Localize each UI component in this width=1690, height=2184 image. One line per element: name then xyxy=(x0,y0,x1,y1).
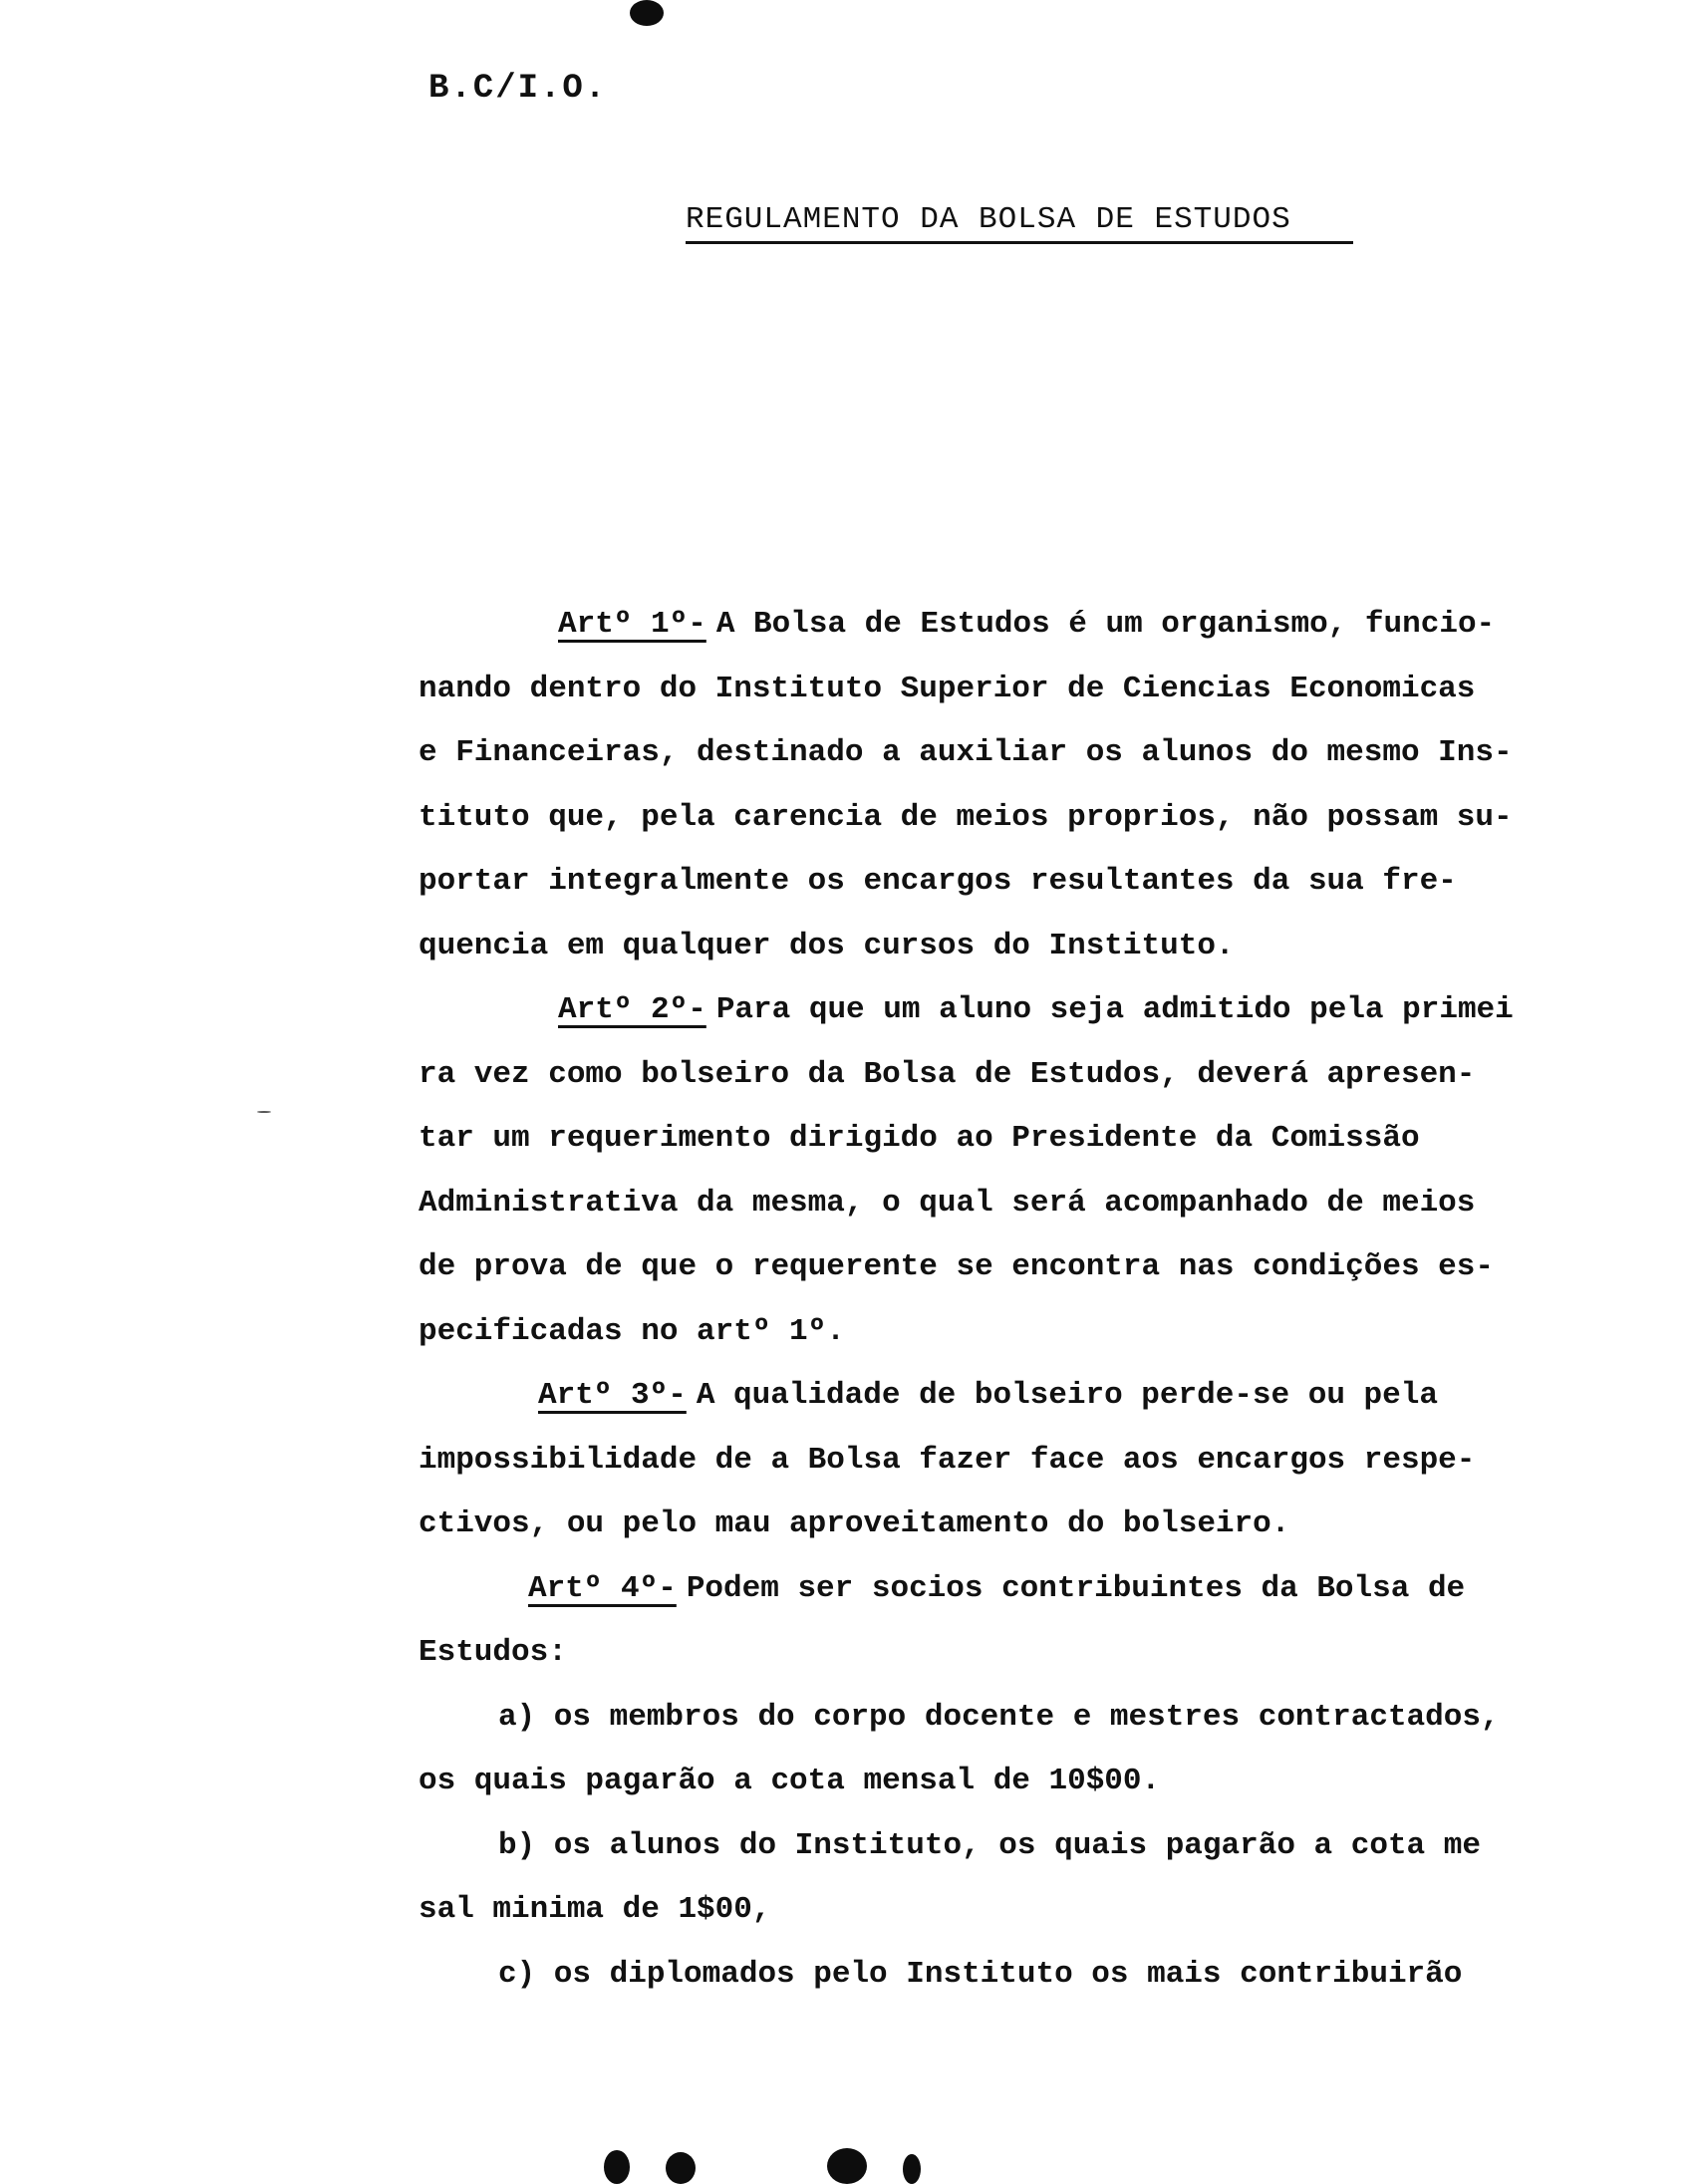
item-b-line: b) os alunos do Instituto, os quais pagarão a cota me xyxy=(498,1827,1481,1863)
article-4-text: Podem ser socios contribuintes da Bolsa de xyxy=(686,1570,1466,1606)
ink-blot-top xyxy=(630,0,664,26)
article-2 xyxy=(419,978,1614,1364)
article-1-line: portar integralmente os encargos resultantes da sua fre- xyxy=(419,864,1457,899)
article-2-line: de prova de que o requerente se encontra nas condições es- xyxy=(419,1249,1494,1284)
article-3-text: A qualidade de bolseiro perde-se ou pela xyxy=(696,1378,1438,1413)
article-1-line-1 xyxy=(419,593,1614,658)
article-1-label: Artº 1º- xyxy=(558,607,706,642)
ink-blot-bottom-right xyxy=(827,2148,867,2184)
ink-blot-bottom-mid xyxy=(666,2152,696,2184)
ink-blot-bottom-left xyxy=(604,2150,630,2184)
item-c-line: c) os diplomados pelo Instituto os mais contribuirão xyxy=(498,1956,1463,1992)
article-3-line: ctivos, ou pelo mau aproveitamento do bolseiro. xyxy=(419,1506,1290,1541)
article-1-line: nando dentro do Instituto Superior de Ciencias Economicas xyxy=(419,671,1476,706)
item-c xyxy=(419,1943,1614,2008)
item-a-line: os quais pagarão a cota mensal de 10$00. xyxy=(419,1764,1161,1798)
item-b-line: sal minima de 1$00, xyxy=(419,1892,771,1927)
article-1-line: tituto que, pela carencia de meios proprios, não possam su- xyxy=(419,799,1513,835)
item-b xyxy=(419,1814,1614,1943)
article-4-line: Estudos: xyxy=(419,1635,567,1670)
article-1 xyxy=(419,593,1614,978)
article-3-line-1 xyxy=(419,1364,1614,1429)
article-2-line: tar um requerimento dirigido ao Presidente da Comissão xyxy=(419,1121,1420,1156)
article-4 xyxy=(419,1557,1614,1686)
article-1-text: A Bolsa de Estudos é um organismo, funcio- xyxy=(715,607,1496,642)
ink-blot-bottom-far xyxy=(903,2154,921,2184)
article-3-label: Artº 3º- xyxy=(538,1378,687,1413)
document-reference: B.C/I.O. xyxy=(428,70,608,108)
document-title: REGULAMENTO DA BOLSA DE ESTUDOS xyxy=(686,202,1353,244)
article-3-line: impossibilidade de a Bolsa fazer face aos encargos respe- xyxy=(419,1442,1476,1478)
article-2-text: Para que um aluno seja admitido pela primei xyxy=(715,992,1514,1027)
document-body xyxy=(419,593,1614,2007)
item-a xyxy=(419,1686,1614,1814)
article-2-label: Artº 2º- xyxy=(558,992,706,1027)
article-2-line-1 xyxy=(419,978,1614,1043)
item-a-line: a) os membros do corpo docente e mestres contractados, xyxy=(498,1699,1500,1735)
article-4-line-1 xyxy=(419,1557,1614,1622)
article-2-line: Administrativa da mesma, o qual será acompanhado de meios xyxy=(419,1185,1476,1221)
article-3 xyxy=(419,1364,1614,1557)
article-1-line: quencia em qualquer dos cursos do Instituto. xyxy=(419,928,1235,963)
article-2-line: pecificadas no artº 1º. xyxy=(419,1313,845,1349)
article-1-line: e Financeiras, destinado a auxiliar os alunos do mesmo Ins- xyxy=(419,735,1513,770)
article-4-label: Artº 4º- xyxy=(528,1570,677,1606)
scan-speck xyxy=(257,1111,271,1113)
article-2-line: ra vez como bolseiro da Bolsa de Estudos, deverá apresen- xyxy=(419,1056,1476,1092)
